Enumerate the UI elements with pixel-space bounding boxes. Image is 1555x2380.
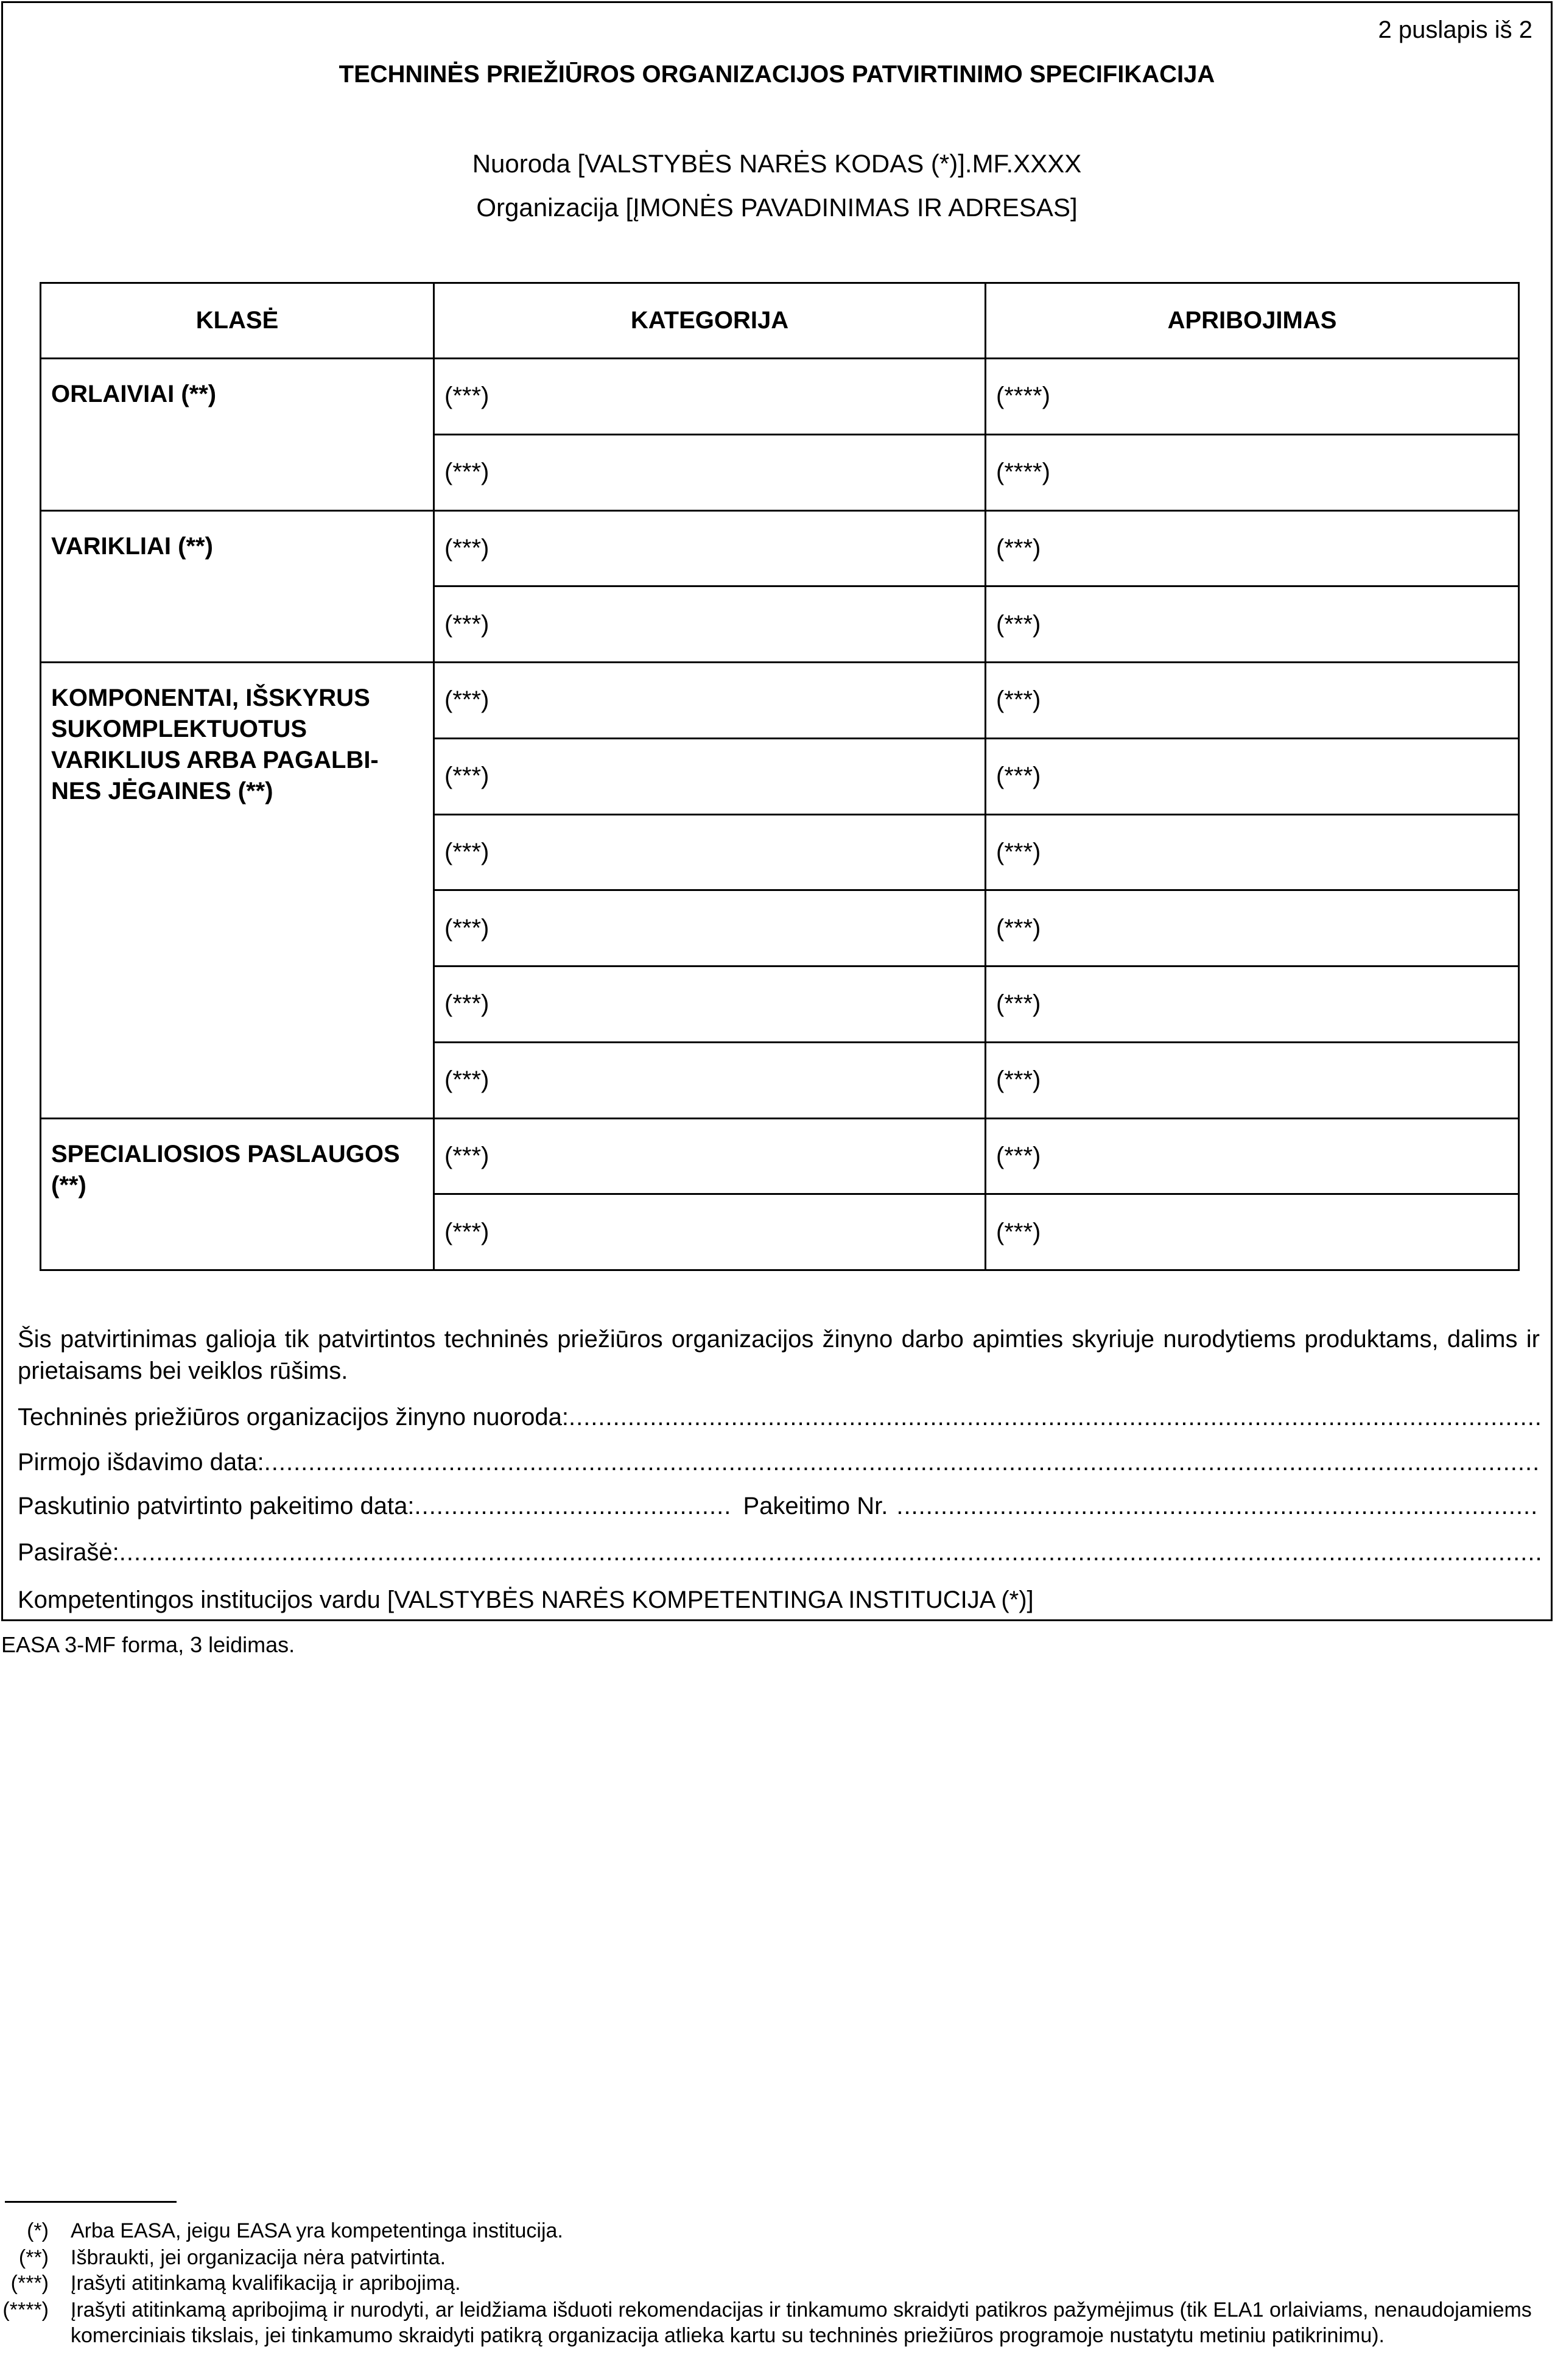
first-issue-date-field bbox=[18, 1449, 1540, 1476]
limitation-cell: (***) bbox=[986, 966, 1519, 1043]
limitation-cell: (***) bbox=[986, 1194, 1519, 1270]
manual-reference-label: Techninės priežiūros organizacijos žinyno nuoroda: bbox=[18, 1404, 569, 1431]
limitation-cell: (***) bbox=[986, 738, 1519, 814]
approval-scope-table bbox=[40, 282, 1520, 1271]
category-cell: (***) bbox=[434, 966, 986, 1043]
approval-form-frame bbox=[1, 1, 1553, 1621]
limitation-cell: (***) bbox=[986, 1042, 1519, 1118]
table-row bbox=[41, 359, 1519, 435]
signature-field bbox=[18, 1539, 1540, 1566]
category-cell: (***) bbox=[434, 814, 986, 890]
limitation-cell: (***) bbox=[986, 586, 1519, 663]
category-cell: (***) bbox=[434, 1194, 986, 1270]
category-cell: (***) bbox=[434, 434, 986, 510]
table-row bbox=[41, 510, 1519, 586]
manual-reference-dotted-line bbox=[569, 1404, 1540, 1431]
scope-statement: Šis patvirtinimas galioja tik patvirtintos techninės priežiūros organizacijos žinyno darbo apimties skyriuje nurodytiems produktams, dalims ir prietaisams bei veiklos rūšims. bbox=[18, 1326, 1540, 1384]
footnote-separator bbox=[5, 2201, 177, 2203]
footnote-text: Įrašyti atitinkamą kvalifikaciją ir apribojimą. bbox=[71, 2272, 461, 2295]
last-revision-date-label: Paskutinio patvirtinto pakeitimo data: bbox=[18, 1493, 415, 1519]
revision-number-dotted-line bbox=[896, 1493, 1540, 1520]
limitation-cell: (****) bbox=[986, 359, 1519, 435]
form-identifier: EASA 3-MF forma, 3 leidimas. bbox=[1, 1632, 295, 1657]
table-row bbox=[41, 663, 1519, 739]
document-title: TECHNINĖS PRIEŽIŪROS ORGANIZACIJOS PATVIRTINIMO SPECIFIKACIJA bbox=[339, 61, 1215, 88]
category-cell: (***) bbox=[434, 1042, 986, 1118]
last-revision-field bbox=[18, 1493, 1540, 1520]
footnote-marker: (*) bbox=[27, 2219, 49, 2242]
class-cell-engines: VARIKLIAI (**) bbox=[41, 510, 434, 663]
limitation-cell: (***) bbox=[986, 510, 1519, 586]
class-cell-components: KOMPONENTAI, IŠSKYRUS SUKOMPLEKTUOTUS VARIKLIUS ARBA PAGALBI-NES JĖGAINES (**) bbox=[41, 663, 434, 1119]
table-row bbox=[41, 1118, 1519, 1194]
column-header-limitation: APRIBOJIMAS bbox=[986, 283, 1519, 359]
footnote-text: Įrašyti atitinkamą apribojimą ir nurodyti, ar leidžiama išduoti rekomendacijas ir tinkamumo skraidyti patikros pažymėjimus (tik ELA1 orlaiviams, nenaudojamiems komerciniais tikslais, jei tinkamumo skraidyti patikrą organizacija atlieka kartu su techninės priežiūros programoje nustatytu metiniu patikrinimu). bbox=[71, 2298, 1532, 2347]
approval-reference: Nuoroda [VALSTYBĖS NARĖS KODAS (*)].MF.XXXX bbox=[472, 149, 1082, 178]
limitation-cell: (***) bbox=[986, 814, 1519, 890]
category-cell: (***) bbox=[434, 663, 986, 739]
limitation-cell: (****) bbox=[986, 434, 1519, 510]
class-cell-aircraft: ORLAIVIAI (**) bbox=[41, 359, 434, 511]
footnote-marker: (****) bbox=[2, 2298, 49, 2322]
limitation-cell: (***) bbox=[986, 663, 1519, 739]
category-cell: (***) bbox=[434, 890, 986, 966]
category-cell: (***) bbox=[434, 510, 986, 586]
limitation-cell: (***) bbox=[986, 890, 1519, 966]
manual-reference-field bbox=[18, 1404, 1540, 1431]
organisation-line: Organizacija [ĮMONĖS PAVADINIMAS IR ADRESAS] bbox=[476, 193, 1078, 222]
category-cell: (***) bbox=[434, 738, 986, 814]
last-revision-date-dotted-line bbox=[414, 1493, 731, 1520]
signature-dotted-line bbox=[119, 1539, 1540, 1566]
column-header-class: KLASĖ bbox=[41, 283, 434, 359]
column-header-category: KATEGORIJA bbox=[434, 283, 986, 359]
table-header-row bbox=[41, 283, 1519, 359]
footnote-text: Išbraukti, jei organizacija nėra patvirtinta. bbox=[71, 2246, 446, 2269]
footnote-marker: (***) bbox=[10, 2272, 49, 2295]
footnote-text: Arba EASA, jeigu EASA yra kompetentinga institucija. bbox=[71, 2219, 563, 2242]
revision-number-label: Pakeitimo Nr. bbox=[743, 1493, 888, 1519]
category-cell: (***) bbox=[434, 586, 986, 663]
limitation-cell: (***) bbox=[986, 1118, 1519, 1194]
class-cell-specialised-services: SPECIALIOSIOS PASLAUGOS (**) bbox=[41, 1118, 434, 1270]
first-issue-date-dotted-line bbox=[264, 1449, 1540, 1476]
category-cell: (***) bbox=[434, 359, 986, 435]
on-behalf-statement: Kompetentingos institucijos vardu [VALSTYBĖS NARĖS KOMPETENTINGA INSTITUCIJA (*)] bbox=[18, 1586, 1034, 1613]
category-cell: (***) bbox=[434, 1118, 986, 1194]
footnote-marker: (**) bbox=[18, 2246, 49, 2269]
page-number: 2 puslapis iš 2 bbox=[1378, 16, 1532, 43]
first-issue-date-label: Pirmojo išdavimo data: bbox=[18, 1449, 264, 1476]
signed-label: Pasirašė: bbox=[18, 1539, 119, 1566]
